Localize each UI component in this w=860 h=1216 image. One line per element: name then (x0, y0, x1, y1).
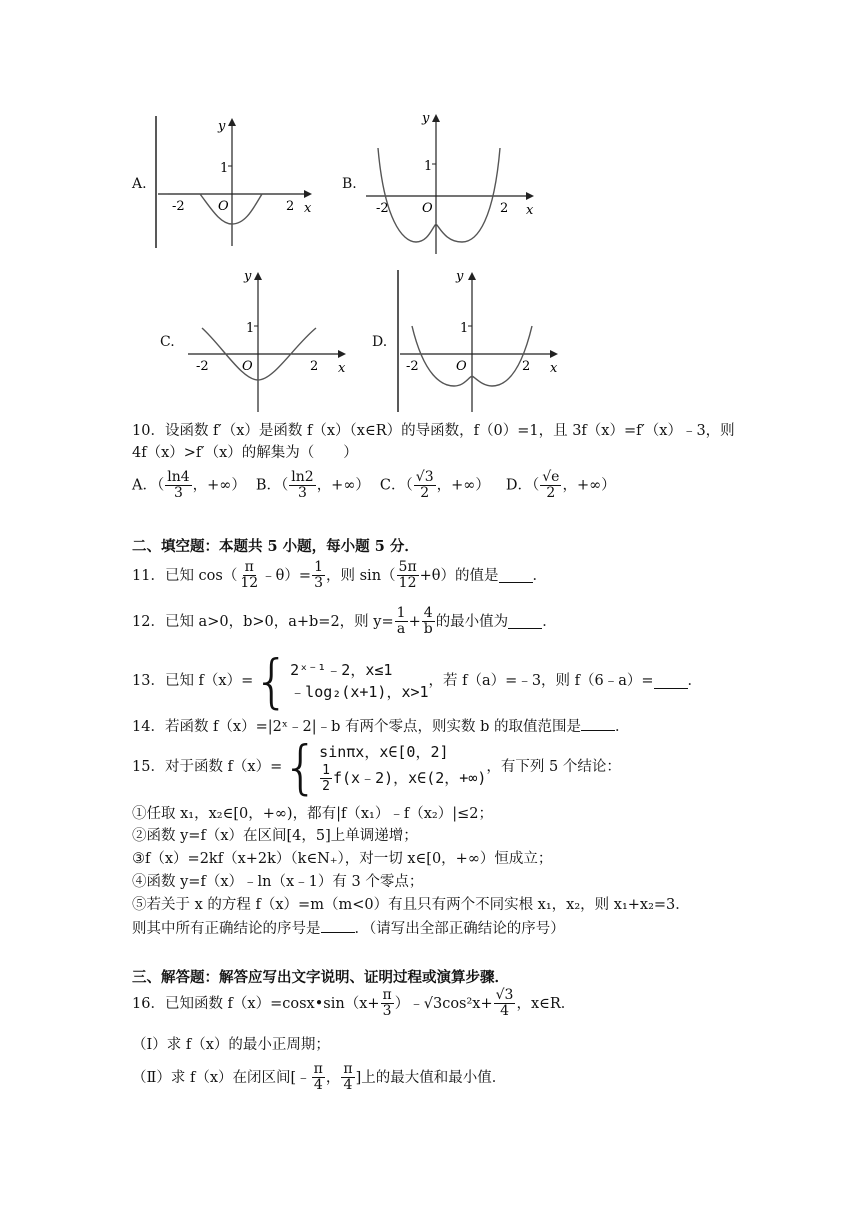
option-c-label: C. (160, 334, 175, 350)
graph-c (182, 266, 354, 412)
q10-option-d: D．（ $\frac{√e}{2}$ ，+∞） (505, 469, 616, 501)
q10-options (132, 470, 616, 501)
svg-text:y: y (422, 111, 430, 126)
q16: 16．已知函数 f（x）=cosx•sin（x+ $\frac{\pi}{3}$ ）﹣√3cos²x+ $\frac{√3}{4}$ ，x∈R． (132, 987, 576, 1019)
answer-blank (654, 674, 688, 689)
option-d-label: D. (372, 334, 388, 350)
q13: 13．已知 f（x）= { 2ˣ⁻¹﹣2，x≤1 ﹣log₂(x+1)，x>1 ，若 f（a）=﹣3，则 f（6﹣a）= ． (132, 647, 703, 715)
svg-text:y: y (244, 269, 252, 284)
graph-b (362, 108, 542, 256)
q14: 14．若函数 f（x）=|2ˣ﹣2|﹣b 有两个零点，则实数 b 的取值范围是 ． (132, 716, 630, 737)
svg-text:x: x (526, 203, 534, 218)
graph-a (150, 112, 322, 252)
q16-part1: （Ⅰ）求 f（x）的最小正周期； (132, 1037, 330, 1053)
svg-text:1: 1 (246, 321, 255, 336)
svg-text:1: 1 (424, 159, 433, 174)
q15-item-5: ⑤若关于 x 的方程 f（x）=m（m<0）有且只有两个不同实根 x₁，x₂，则 x₁+x₂=3． (132, 897, 690, 913)
tick-neg2: -2 (172, 199, 185, 214)
svg-text:O: O (242, 359, 253, 374)
q10-line2: 4f（x）>f′（x）的解集为（ ） (132, 445, 358, 461)
svg-text:-2: -2 (196, 359, 209, 374)
answer-blank (581, 716, 615, 731)
section3-heading: 三、解答题：解答应写出文字说明、证明过程或演算步骤． (132, 969, 509, 986)
section2-heading: 二、填空题：本题共 5 小题，每小题 5 分． (132, 538, 419, 555)
q12: 12．已知 a>0，b>0，a+b=2，则 y= $\frac{1}{a}$ + $\frac{4}{b}$ 的最小值为 ． (132, 605, 557, 637)
brace-icon: { (253, 647, 291, 715)
axis-y-label: y (218, 119, 226, 134)
q11: 11．已知 cos（ $\frac{\pi}{12}$ ﹣θ）= $\frac{1}{3}$ ，则 sin（ $\frac{5\pi}{12}$ +θ）的值是 ． (132, 559, 548, 591)
q15-item-2: ②函数 y=f（x）在区间[4，5]上单调递增； (132, 828, 418, 844)
svg-text:2: 2 (310, 359, 319, 374)
q15-item-4: ④函数 y=f（x）﹣ln（x﹣1）有 3 个零点； (132, 874, 424, 890)
graph-d (394, 266, 566, 412)
option-a-label: A. (132, 176, 147, 192)
svg-text:x: x (550, 361, 558, 376)
svg-text:-2: -2 (406, 359, 419, 374)
svg-text:1: 1 (460, 321, 469, 336)
q10-option-b: B．（ $\frac{\ln 2}{3}$ ，+∞） (255, 469, 370, 501)
q10-option-c: C．（ $\frac{√3}{2}$ ，+∞） (379, 469, 490, 501)
q16-part2: （Ⅱ）求 f（x）在闭区间[﹣ $\frac{\pi}{4}$ ， $\frac{\pi}{4}$ ]上的最大值和最小值． (132, 1061, 507, 1093)
svg-text:2: 2 (500, 201, 509, 216)
q15-item-1: ①任取 x₁，x₂∈[0，+∞)，都有|f（x₁）﹣f（x₂）|≤2； (132, 806, 493, 822)
svg-text:O: O (456, 359, 467, 374)
q15-answer-line: 则其中所有正确结论的序号是 ．（请写出全部正确结论的序号） (132, 918, 565, 939)
svg-text:y: y (456, 269, 464, 284)
answer-blank (508, 614, 542, 629)
svg-text:-2: -2 (376, 201, 389, 216)
answer-blank (321, 918, 355, 933)
tick-2: 2 (286, 199, 295, 214)
option-b-label: B. (342, 176, 357, 192)
svg-text:O: O (422, 201, 433, 216)
svg-text:2: 2 (522, 359, 531, 374)
q10-line1: 10．设函数 f′（x）是函数 f（x）（x∈R）的导函数，f（0）=1，且 3f（x）=f′（x）﹣3，则 (132, 423, 735, 439)
axis-x-label: x (304, 201, 312, 216)
brace-icon: { (282, 733, 320, 801)
svg-text:x: x (338, 361, 346, 376)
q15: 15．对于函数 f（x）= { sinπx，x∈[0，2] $\frac{1}{2}$ f(x﹣2)，x∈(2，+∞) ，有下列 5 个结论： (132, 733, 621, 801)
q15-item-3: ③f（x）=2kf（x+2k）（k∈N₊），对一切 x∈[0，+∞）恒成立； (132, 851, 553, 867)
tick-origin: O (218, 199, 229, 214)
q10-option-a: A．（ $\frac{\ln 4}{3}$ ，+∞） (132, 469, 246, 501)
answer-blank (499, 568, 533, 583)
tick-1: 1 (220, 161, 229, 176)
